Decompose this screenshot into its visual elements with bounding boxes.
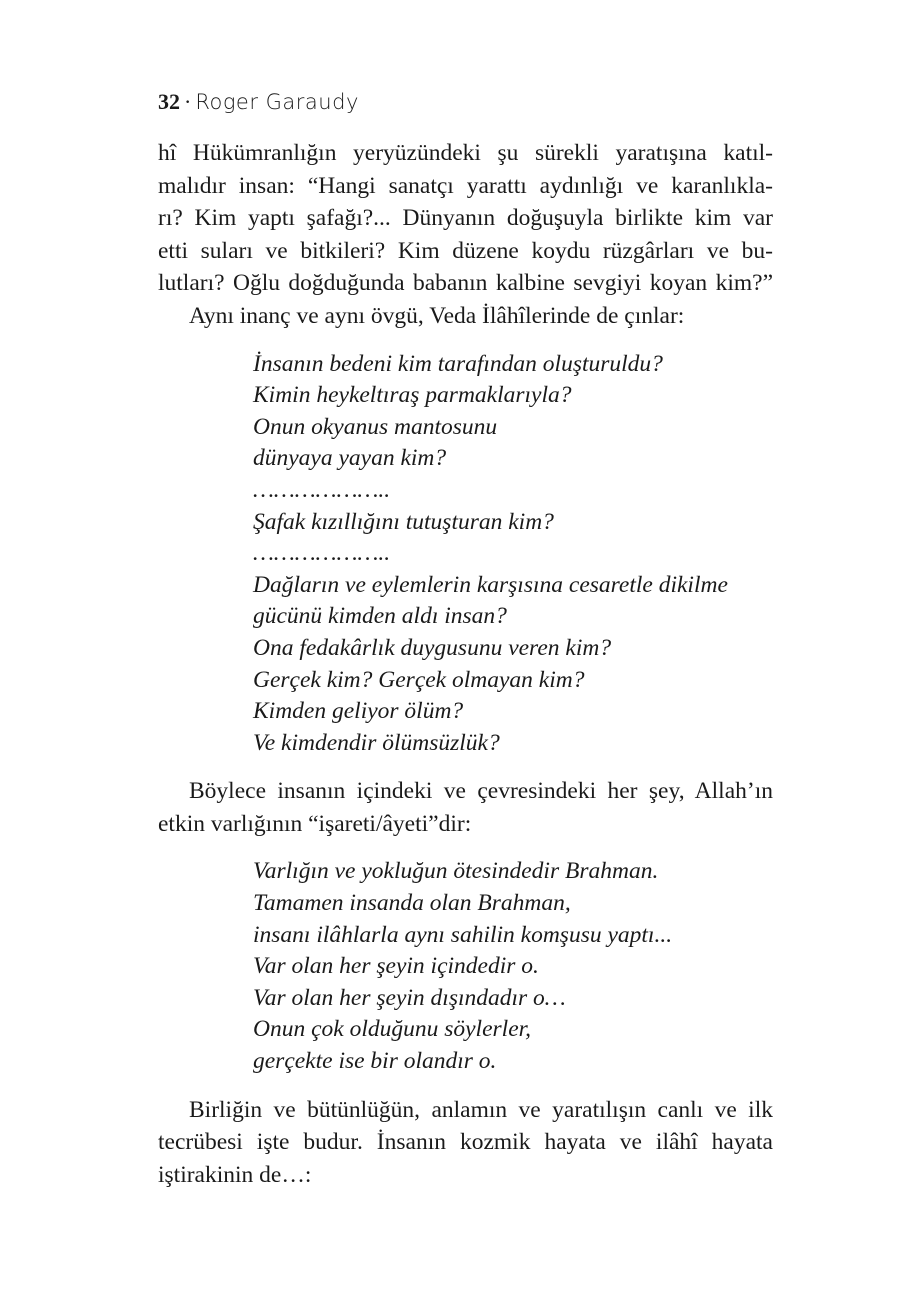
verse-line: Varlığın ve yokluğun ötesindedir Brahman. bbox=[253, 858, 659, 885]
text-line: lutları? Oğlu doğduğunda babanın kalbine sevgiyi koyan kim?” bbox=[158, 270, 773, 297]
verse-line: İnsanın bedeni kim tarafından oluşturuldu? bbox=[253, 350, 663, 377]
paragraph-2 bbox=[158, 300, 773, 333]
text-line: Böylece insanın içindeki ve çevresindeki her şey, Allah’ın bbox=[189, 778, 773, 805]
verse-ellipsis: ……………….. bbox=[253, 540, 391, 567]
verse-line: gücünü kimden aldı insan? bbox=[253, 603, 507, 630]
verse-line: Dağların ve eylemlerin karşısına cesaretle dikilme bbox=[253, 571, 728, 598]
verse-line: dünyaya yayan kim? bbox=[253, 445, 447, 472]
verse-block-2 bbox=[253, 856, 773, 1077]
text-line: etkin varlığının “işareti/âyeti”dir: bbox=[158, 810, 472, 837]
page-number: 32 bbox=[158, 89, 180, 114]
text-line: tecrübesi işte budur. İnsanın kozmik hayata ve ilâhî hayata bbox=[158, 1129, 773, 1156]
verse-line: Kimden geliyor ölüm? bbox=[253, 698, 464, 725]
verse-line: Şafak kızıllığını tutuşturan kim? bbox=[253, 508, 554, 535]
text-line: iştirakinin de…: bbox=[158, 1161, 312, 1188]
verse-line: Onun okyanus mantosunu bbox=[253, 413, 498, 440]
verse-block-1 bbox=[253, 349, 773, 760]
verse-line: Ve kimdendir ölümsüzlük? bbox=[253, 729, 500, 756]
verse-ellipsis: ……………….. bbox=[253, 476, 391, 503]
text-line: Aynı inanç ve aynı övgü, Veda İlâhîlerinde de çınlar: bbox=[189, 302, 685, 329]
text-line: Birliğin ve bütünlüğün, anlamın ve yaratılışın canlı ve ilk bbox=[189, 1096, 773, 1123]
text-line: hî Hükümranlığın yeryüzündeki şu sürekli yaratışına katıl- bbox=[158, 140, 773, 166]
verse-line: Onun çok olduğunu söylerler, bbox=[253, 1016, 532, 1043]
paragraph-3 bbox=[158, 775, 773, 840]
verse-line: Var olan her şeyin içindedir o. bbox=[253, 953, 539, 980]
paragraph-1 bbox=[158, 137, 773, 300]
verse-line: insanı ilâhlarla aynı sahilin komşusu yaptı... bbox=[253, 921, 673, 948]
header-separator: · bbox=[184, 89, 192, 114]
verse-line: Var olan her şeyin dışındadır o… bbox=[253, 984, 566, 1011]
text-line: malıdır insan: “Hangi sanatçı yarattı aydınlığı ve karanlıkla- bbox=[158, 172, 773, 199]
verse-line: Kimin heykeltıraş parmaklarıyla? bbox=[253, 382, 572, 409]
verse-line: Ona fedakârlık duygusunu veren kim? bbox=[253, 634, 612, 661]
verse-line: gerçekte ise bir olandır o. bbox=[253, 1048, 497, 1075]
author-name: Roger Garaudy bbox=[195, 90, 359, 114]
verse-line: Tamamen insanda olan Brahman, bbox=[253, 890, 571, 917]
paragraph-4 bbox=[158, 1094, 773, 1192]
text-line: rı? Kim yaptı şafağı?... Dünyanın doğuşuyla birlikte kim var bbox=[158, 205, 773, 232]
verse-line: Gerçek kim? Gerçek olmayan kim? bbox=[253, 666, 585, 693]
page-body bbox=[158, 137, 773, 1191]
running-header bbox=[158, 86, 359, 118]
text-line: etti suları ve bitkileri? Kim düzene koydu rüzgârları ve bu- bbox=[158, 237, 773, 264]
